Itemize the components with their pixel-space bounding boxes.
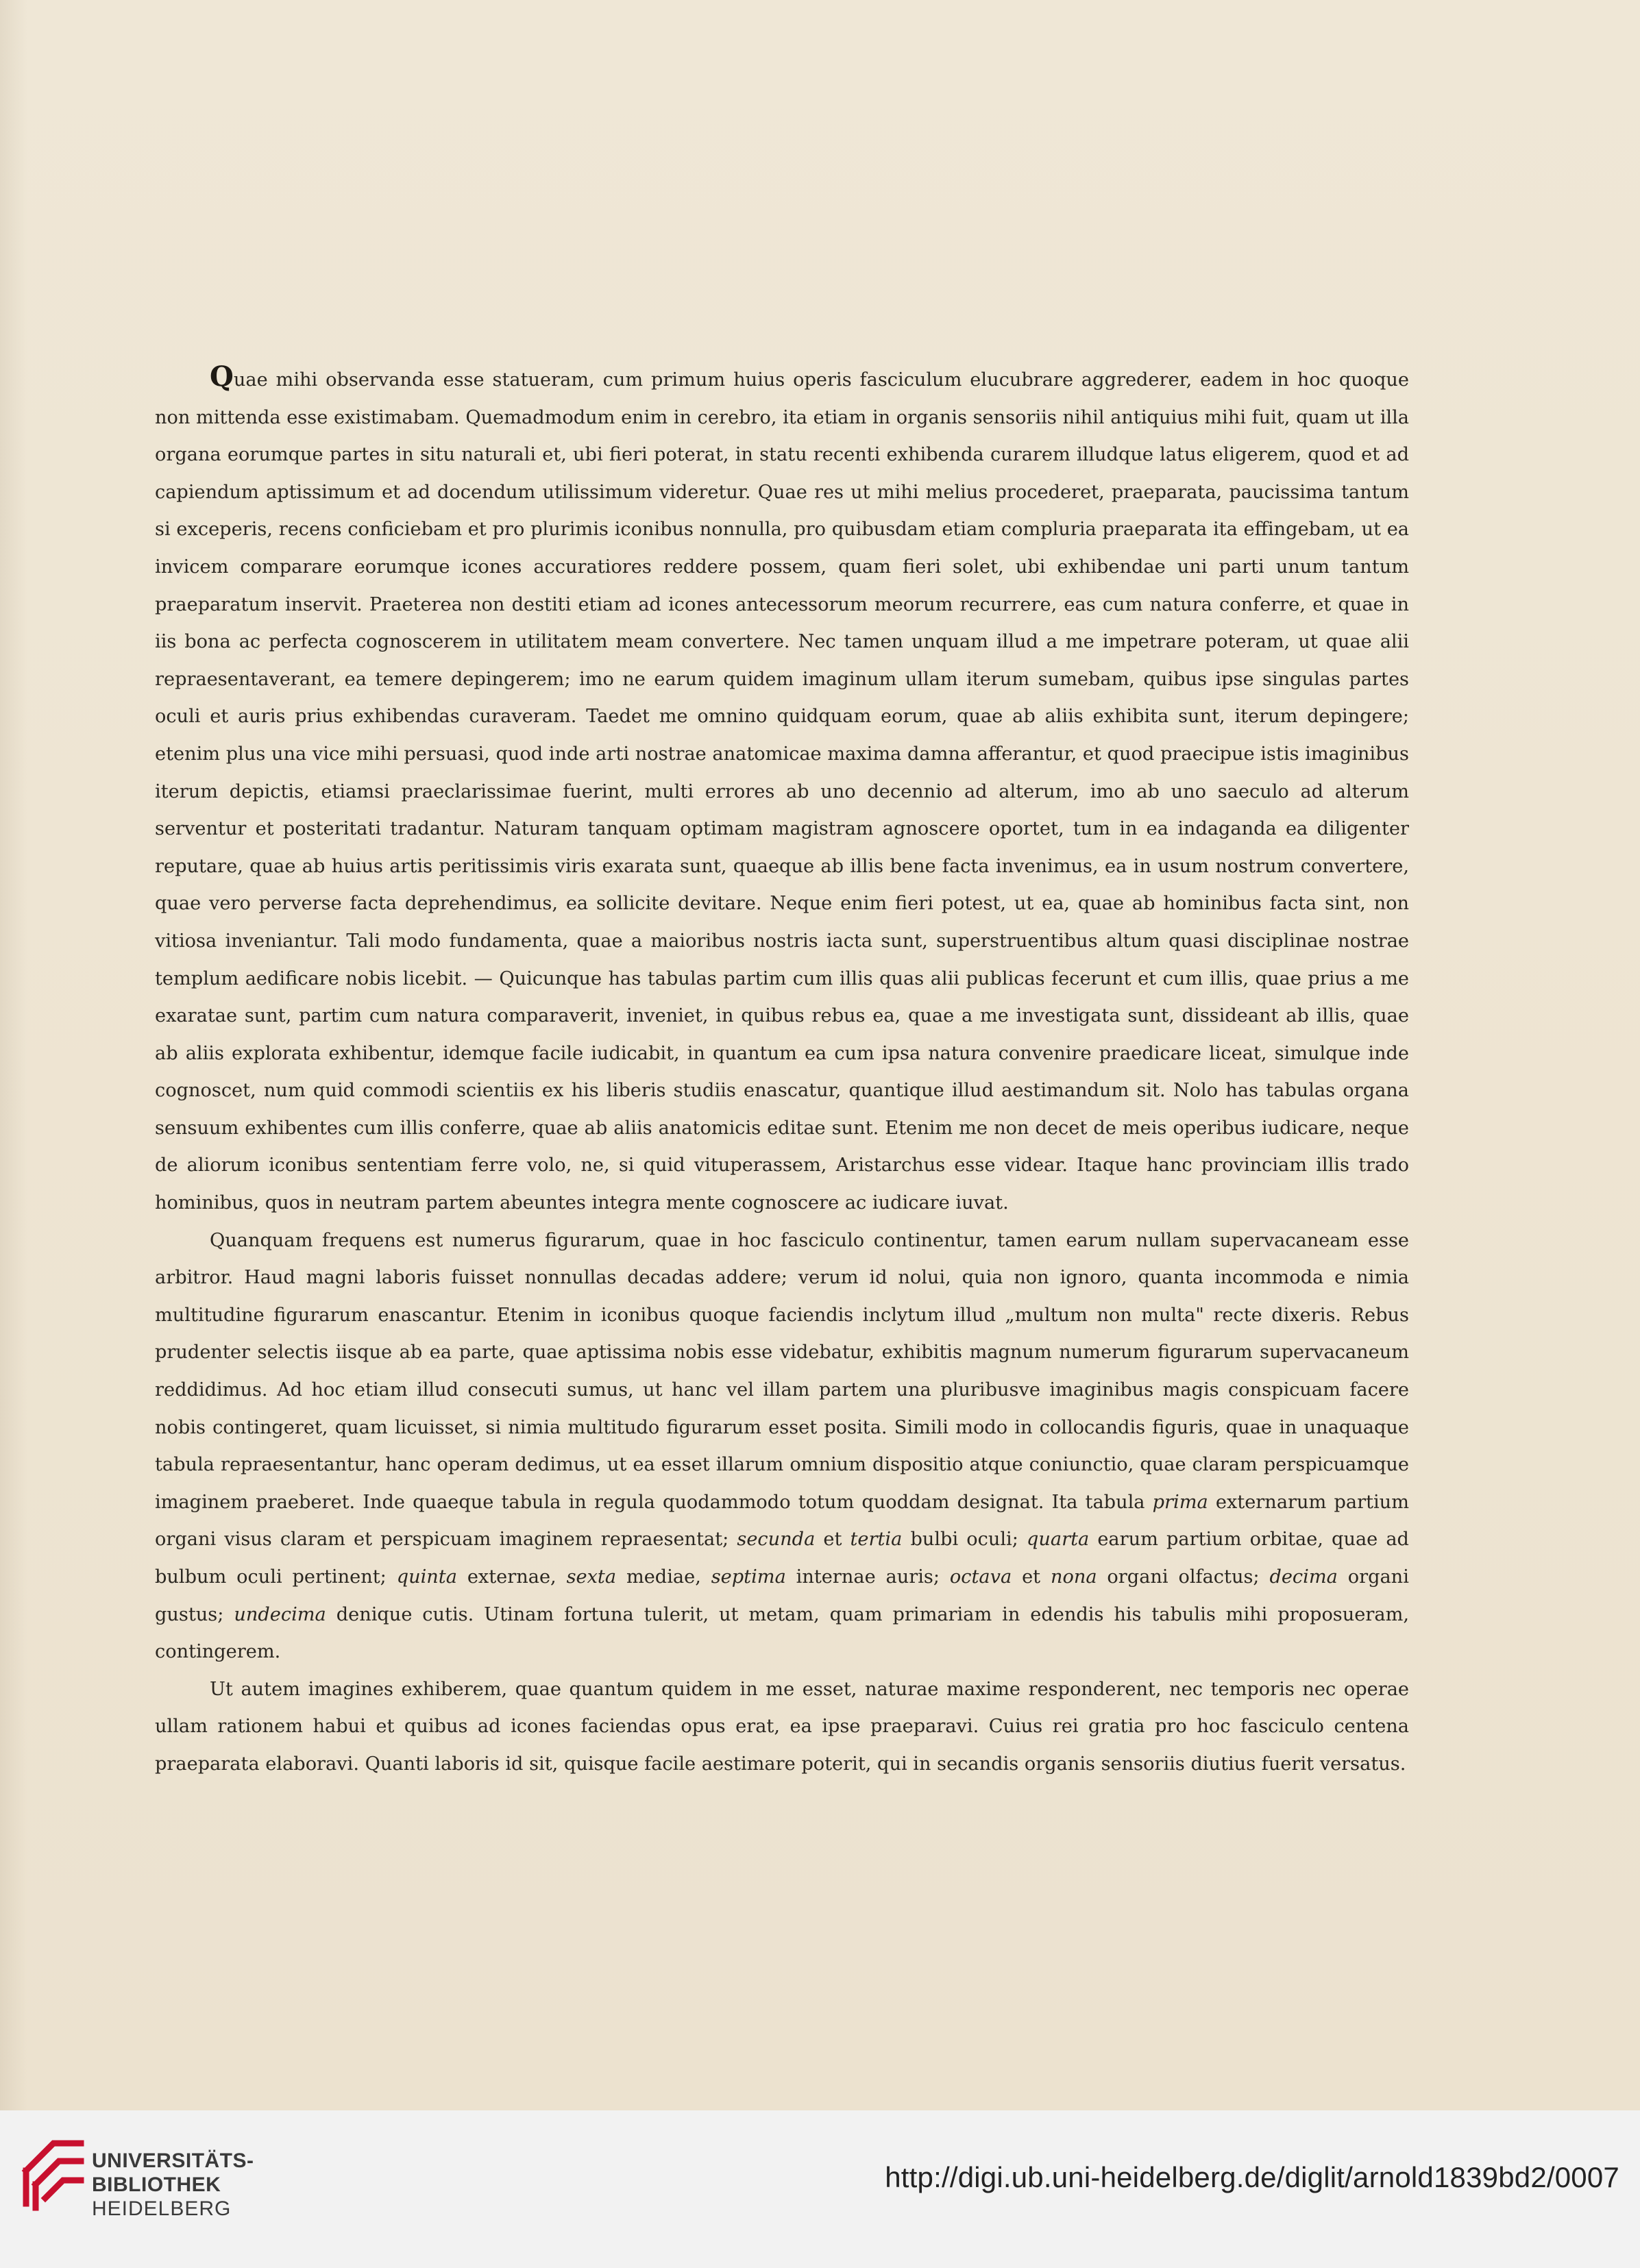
initial-letter: Q [210, 360, 234, 393]
p2-octava: octava [949, 1566, 1012, 1588]
p2-sexta: sexta [566, 1566, 617, 1588]
p2-decima: decima [1269, 1566, 1338, 1588]
library-line-2: BIBLIOTHEK [92, 2173, 221, 2196]
p2-text-9: organi gustus; [155, 1566, 1409, 1625]
p2-undecima: undecima [234, 1603, 326, 1625]
paragraph-1-text: uae mihi observanda esse statueram, cum primum huius operis fasciculum elucubrare aggrederer, eadem in hoc quoque non mittenda esse existimabam. Quemadmodum enim in cerebro, ita etiam in organis sensoriis nihil antiquius mihi fuit, quam ut illa organa eorumque partes in situ naturali et, ubi fieri poterat, in statu recenti exhibenda curarem illudque latus eligerem, quod et ad capiendum aptissimum et ad docendum utilissimum videretur. Quae res ut mihi melius procederet, praeparata, paucissima tantum si exceperis, recens conficiebam et pro plurimis iconibus nonnulla, pro quibusdam etiam compluria praeparata ita effingebam, ut ea invicem comparare eorumque icones accuratiores reddere possem, quam fieri solet, ubi exhibendae uni parti unum tantum praeparatum inservit. Praeterea non destiti etiam ad icones antecessorum meorum recurrere, eas cum natura conferre, et quae in iis bona ac perfecta cognoscerem in utilitatem meam convertere. Nec tamen unquam illud a me impetrare poteram, ut quae alii repraesentaverant, ea temere depingerem; imo ne earum quidem imaginum ullam iterum sumebam, quibus ipse singulas partes oculi et auris prius exhibendas curaveram. Taedet me omnino quidquam eorum, quae ab aliis exhibita sunt, iterum depingere; etenim plus una vice mihi persuasi, quod inde arti nostrae anatomicae maxima damna afferantur, et quod praecipue istis imaginibus iterum depictis, etiamsi praeclarissimae fuerint, multi errores ab uno decennio ad alterum, imo ab uno saeculo ad alterum serventur et posteritati tradantur. Naturam tanquam optimam magistram agnoscere oportet, tum in ea indaganda ea diligenter reputare, quae ab huius artis peritissimis viris exarata sunt, quaeque ab illis bene facta invenimus, ea in usum nostrum convertere, quae vero perverse facta deprehendimus, ea sollicite devitare. Neque enim fieri potest, ut ea, quae ab hominibus facta sint, non vitiosa inveniantur. Tali modo fundamenta, quae a maioribus nostris iacta sunt, superstruentibus altum quasi disciplinae nostrae templum aedificare nobis licebit. — Quicunque has tabulas partim cum illis quas alii publicas fecerunt et cum illis, quae prius a me exaratae sunt, partim cum natura comparaverit, inveniet, in quibus rebus ea, quae a me investigata sunt, dissideant ab illis, quae ab aliis explorata exhibentur, idemque facile iudicabit, in quantum ea cum ipsa natura convenire praedicare liceat, simulque inde cognoscet, num quid commodi scientiis ex his liberis studiis enascatur, quantique illud aestimandum sit. Nolo has tabulas organa sensuum exhibentes cum illis conferre, quae ab aliis anatomicis editae sunt. Etenim me non decet de meis operibus iudicare, neque de aliorum iconibus sententiam ferre volo, ne, si quid vituperassem, Aristarchus esse videar. Itaque hanc provinciam illis trado hominibus, quos in neutram partem abeuntes integra mente cognoscere ac iudicare iuvat. [155, 369, 1409, 1214]
p2-text-2: externarum partium organi visus claram et perspicuam imaginem repraesentat; [155, 1491, 1409, 1551]
paragraph-2 [155, 1222, 1409, 1671]
paragraph-3-text: Ut autem imagines exhiberem, quae quantum quidem in me esset, naturae maxime responderent, nec temporis nec operae ullam rationem habui et quibus ad icones faciendas opus erat, ea ipse praeparavi. Cuius rei gratia pro hoc fasciculo centena praeparata elaboravi. Quanti laboris id sit, quisque facile aestimare poterit, qui in secandis organis sensoriis diutius fuerit versatus. [155, 1678, 1409, 1775]
p2-nona: nona [1050, 1566, 1097, 1588]
p2-text-1: Quanquam frequens est numerus figurarum, quae in hoc fasciculo continentur, tamen earum nullam supervacaneam esse arbitror. Haud magni laboris fuisset nonnullas decadas addere; verum id nolui, quia non ignoro, quanta incommoda e nimia multitudine figurarum enascantur. Etenim in iconibus quoque faciendis inclytum illud „multum non multa" recte dixeris. Rebus prudenter selectis iisque ab ea parte, quae aptissima nobis esse videbatur, exhibitis magnum numerum figurarum supervacaneum reddidimus. Ad hoc etiam illud consecuti sumus, ut hanc vel illam partem una pluribusve imaginibus magis conspicuam facere nobis contingeret, quam licuisset, si nimia multitudo figurarum esset posita. Simili modo in collocandis figuris, quae in unaquaque tabula repraesentantur, hanc operam dedimus, ut ea esset illarum omnium dispositio atque coniunctio, quae claram perspicuamque imaginem praeberet. Inde quaeque tabula in regula quodammodo totum quoddam designat. Ita tabula [155, 1229, 1409, 1513]
p2-text-8: organi olfactus; [1107, 1566, 1260, 1588]
p2-text-5: externae, [467, 1566, 556, 1588]
library-line-3: HEIDELBERG [92, 2197, 232, 2220]
p2-et-1: et [823, 1529, 842, 1551]
document-body [155, 362, 1409, 1784]
p2-text-4: earum partium orbitae, quae ad bulbum oculi pertinent; [155, 1529, 1409, 1588]
p2-text-10: denique cutis. Utinam fortuna tulerit, ut metam, quam primariam in edendis his tabulis mihi proposueram, contingerem. [155, 1603, 1409, 1663]
library-name[interactable] [92, 2149, 254, 2221]
source-url-link[interactable]: http://digi.ub.uni-heidelberg.de/diglit/arnold1839bd2/0007 [885, 2161, 1619, 2193]
p2-text-7: internae auris; [796, 1566, 940, 1588]
p2-text-6: mediae, [626, 1566, 701, 1588]
library-logo-icon[interactable] [18, 2132, 93, 2215]
p2-secunda: secunda [737, 1529, 816, 1551]
p2-quinta: quinta [396, 1566, 457, 1588]
p2-text-3: bulbi oculi; [910, 1529, 1018, 1551]
p2-septima: septima [711, 1566, 786, 1588]
p2-tertia: tertia [850, 1529, 903, 1551]
p2-et-2: et [1022, 1566, 1041, 1588]
page-shadow [0, 0, 27, 2110]
paragraph-1 [155, 362, 1409, 1222]
paragraph-3 [155, 1671, 1409, 1784]
p2-prima: prima [1152, 1491, 1208, 1513]
library-line-1: UNIVERSITÄTS- [92, 2149, 254, 2172]
p2-quarta: quarta [1026, 1529, 1090, 1551]
